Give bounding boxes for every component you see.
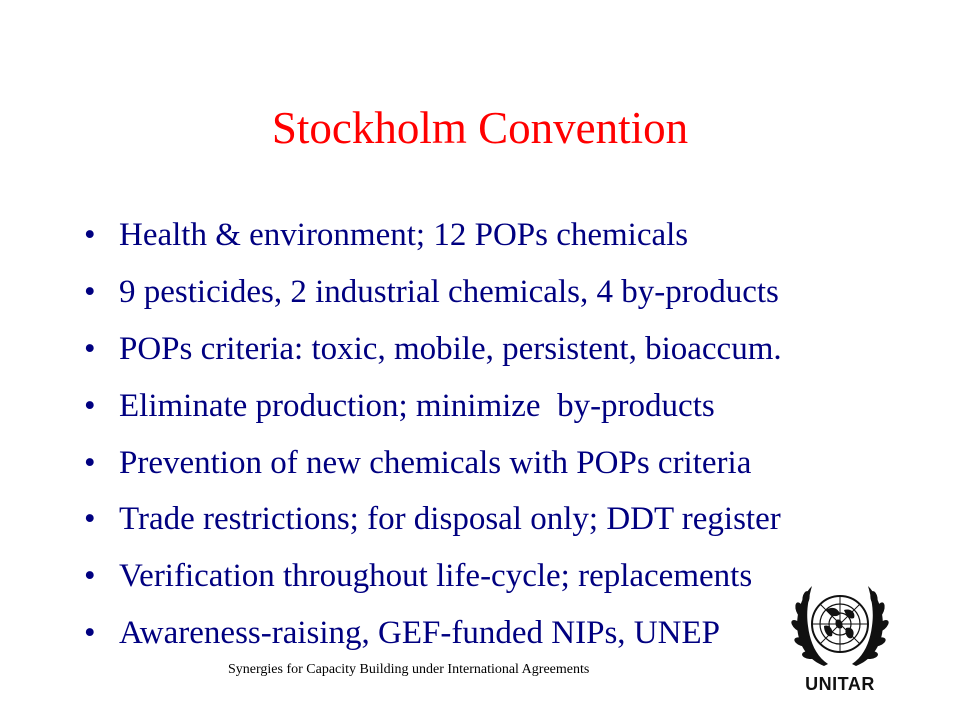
bullet-dot: • <box>84 217 96 253</box>
bullet-list <box>84 217 782 672</box>
unitar-logo-text: UNITAR <box>805 674 875 694</box>
bullet-text: Prevention of new chemicals with POPs criteria <box>119 444 752 481</box>
bullet-item <box>84 558 782 615</box>
bullet-dot: • <box>84 444 96 481</box>
bullet-dot: • <box>84 330 96 367</box>
bullet-dot: • <box>84 273 96 310</box>
bullet-text: 9 pesticides, 2 industrial chemicals, 4 by-products <box>119 273 779 310</box>
bullet-item <box>84 388 782 445</box>
bullet-item <box>84 274 782 331</box>
bullet-text: POPs criteria: toxic, mobile, persistent, bioaccum. <box>119 330 782 367</box>
bullet-text: Trade restrictions; for disposal only; DDT register <box>119 501 781 538</box>
bullet-item <box>84 445 782 502</box>
bullet-item <box>84 217 782 274</box>
bullet-text: Verification throughout life-cycle; replacements <box>119 558 753 595</box>
bullet-dot: • <box>84 387 96 424</box>
unitar-logo <box>790 580 890 705</box>
bullet-item <box>84 331 782 388</box>
bullet-dot: • <box>84 558 96 595</box>
un-emblem-icon <box>790 580 890 672</box>
slide-footer: Synergies for Capacity Building under International Agreements <box>228 662 590 677</box>
bullet-item <box>84 501 782 558</box>
bullet-dot: • <box>84 615 96 652</box>
bullet-text: Health & environment; 12 POPs chemicals <box>119 217 689 253</box>
slide-title: Stockholm Convention <box>271 103 689 153</box>
bullet-text: Eliminate production; minimize by-products <box>119 387 715 424</box>
bullet-text: Awareness-raising, GEF-funded NIPs, UNEP <box>119 615 720 652</box>
bullet-dot: • <box>84 501 96 538</box>
